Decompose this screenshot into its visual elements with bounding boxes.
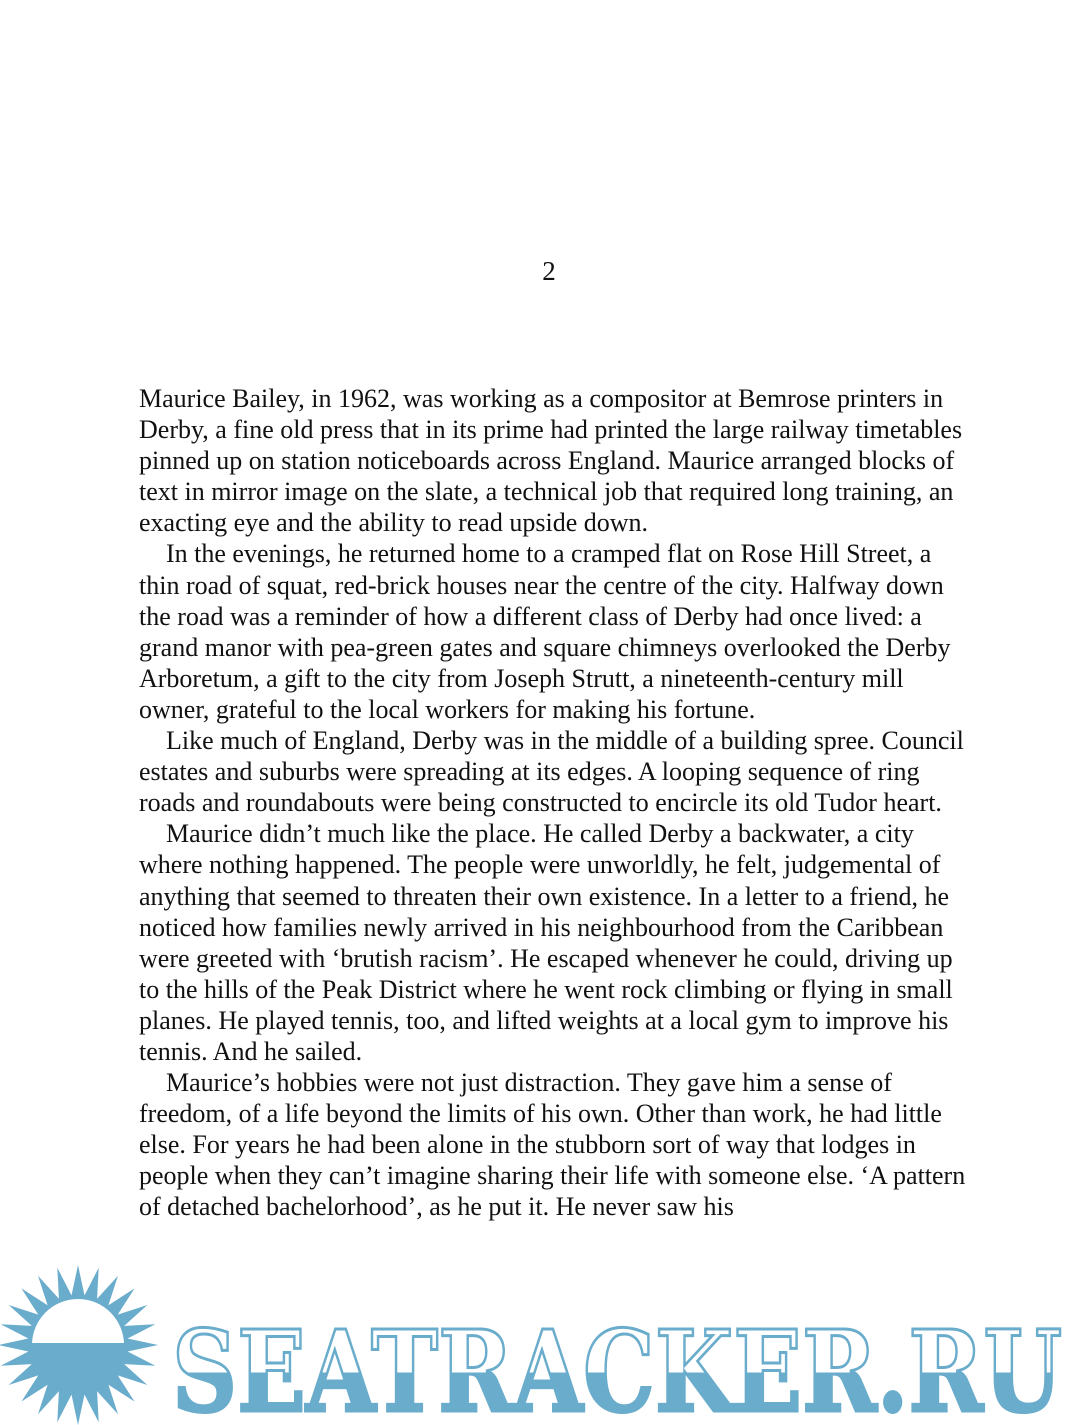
chapter-body [139, 383, 977, 1223]
page-number: 2 [542, 256, 556, 286]
watermark [0, 1263, 1080, 1425]
paragraph: Like much of England, Derby was in the middle of a building spree. Council estates and suburbs were spreading at its edges. A looping sequence of ring roads and roundabouts were being constructed to encircle its old Tudor heart. [139, 726, 964, 818]
paragraph: Maurice’s hobbies were not just distraction. They gave him a sense of freedom, of a life beyond the limits of his own. Other than work, he had little else. For years he had been alone in the stubborn sort of way that lodges in people when they can’t imagine sharing their life with someone else. ‘A pattern of detached bachelorhood’, as he put it. He never saw his [139, 1068, 966, 1222]
paragraph: Maurice Bailey, in 1962, was working as a compositor at Bemrose printers in Derby, a fine old press that in its prime had printed the large railway timetables pinned up on station noticeboards across England. Maurice arranged blocks of text in mirror image on the slate, a technical job that required long training, an exacting eye and the ability to read upside down. [139, 384, 963, 538]
paragraph: In the evenings, he returned home to a cramped flat on Rose Hill Street, a thin road of squat, red-brick houses near the centre of the city. Halfway down the road was a reminder of how a different class of Derby had once lived: a grand manor with pea-green gates and square chimneys overlooked the Derby Arboretum, a gift to the city from Joseph Strutt, a nineteenth-century mill owner, grateful to the local workers for making his fortune. [139, 539, 951, 724]
paragraph: Maurice didn’t much like the place. He called Derby a backwater, a city where nothing happened. The people were unworldly, he felt, judgemental of anything that seemed to threaten their own existence. In a letter to a friend, he noticed how families newly arrived in his neighbourhood from the Caribbean were greeted with ‘brutish racism’. He escaped whenever he could, driving up to the hills of the Peak District where he went rock climbing or flying in small planes. He played tennis, too, and lifted weights at a local gym to improve his tennis. And he sailed. [139, 819, 953, 1066]
watermark-text: SEATRACKER.RU [172, 1307, 1062, 1425]
sun-burst-icon [0, 1265, 158, 1425]
